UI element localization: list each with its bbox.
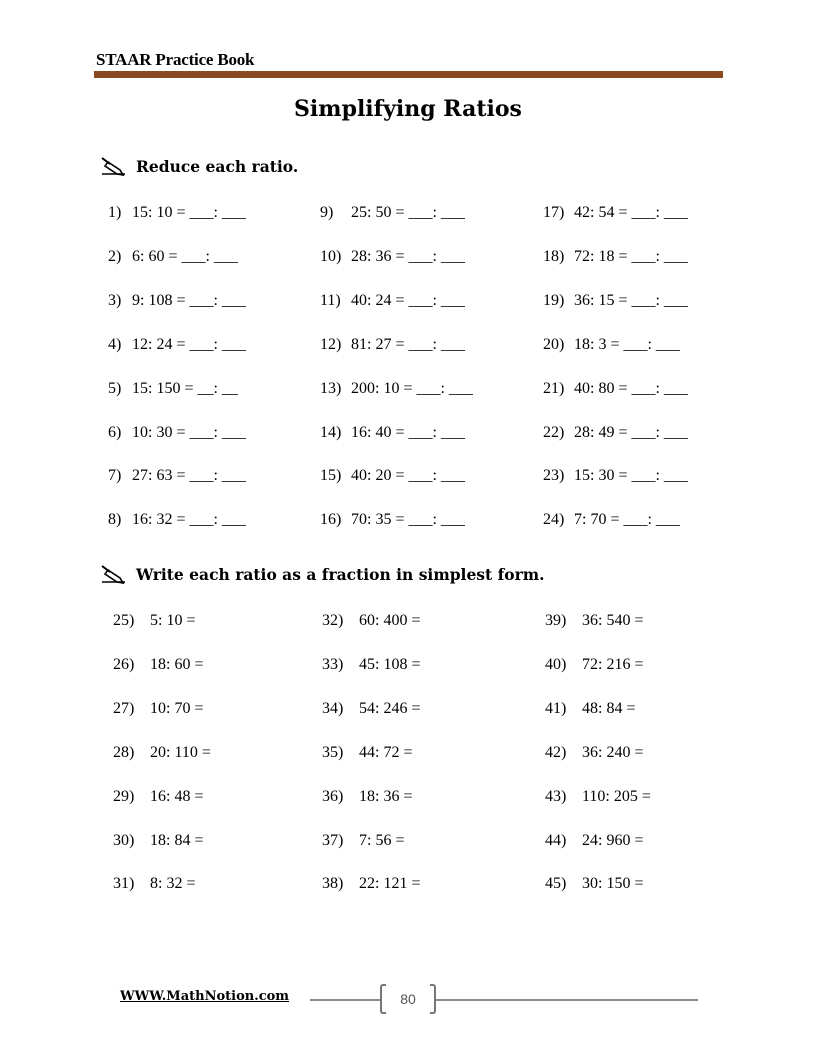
problem-text: 16: 40 = ___: ___: [351, 423, 465, 441]
problem-text: 40: 20 = ___: ___: [351, 467, 465, 485]
problem-number: 29): [113, 787, 135, 805]
problem-number: 31): [113, 875, 135, 893]
problem-text: 18: 60 =: [150, 655, 204, 673]
problem-text: 30: 150 =: [582, 875, 644, 893]
problem-item: [543, 466, 688, 486]
problem-number: 26): [113, 655, 135, 673]
problem-item: [320, 335, 465, 355]
problem-number: 8): [108, 511, 122, 529]
problem-text: 18: 3 = ___: ___: [574, 335, 680, 353]
problem-item: [108, 335, 246, 355]
footer-line-right: [436, 999, 698, 1001]
problem-text: 8: 32 =: [150, 875, 196, 893]
problem-number: 38): [322, 875, 344, 893]
problem-number: 21): [543, 379, 565, 397]
left-bracket: [380, 984, 386, 1014]
problem-text: 36: 240 =: [582, 743, 644, 761]
section2-instruction-text: Write each ratio as a fraction in simplest form.: [136, 564, 545, 584]
pencil-icon: [100, 564, 126, 584]
footer-url[interactable]: WWW.MathNotion.com: [120, 989, 290, 1004]
problem-number: 22): [543, 423, 565, 441]
problem-number: 6): [108, 423, 122, 441]
problem-text: 44: 72 =: [359, 743, 413, 761]
problem-item: [322, 831, 404, 851]
problem-number: 32): [322, 612, 344, 629]
problem-text: 5: 10 =: [150, 612, 196, 629]
problem-item: [322, 611, 420, 631]
problem-item: [545, 611, 643, 631]
problem-item: [108, 291, 246, 311]
problem-number: 1): [108, 204, 122, 221]
problem-number: 42): [545, 743, 567, 761]
problem-text: 81: 27 = ___: ___: [351, 335, 465, 353]
problem-item: [543, 423, 688, 443]
problem-text: 7: 56 =: [359, 831, 405, 849]
problem-number: 24): [543, 511, 565, 529]
problem-item: [543, 335, 680, 355]
problem-text: 18: 84 =: [150, 831, 204, 849]
page-title: Simplifying Ratios: [294, 96, 522, 122]
problem-number: 28): [113, 743, 135, 761]
problem-text: 24: 960 =: [582, 831, 644, 849]
problem-item: [108, 203, 246, 223]
problem-item: [108, 247, 238, 267]
problem-item: [320, 291, 465, 311]
problem-text: 72: 216 =: [582, 655, 644, 673]
problem-item: [113, 831, 203, 851]
problem-text: 18: 36 =: [359, 787, 413, 805]
problem-number: 20): [543, 335, 565, 353]
problem-text: 15: 150 = __: __: [132, 379, 238, 397]
problem-text: 28: 36 = ___: ___: [351, 247, 465, 265]
problem-text: 10: 30 = ___: ___: [132, 423, 246, 441]
problem-item: [108, 379, 238, 399]
problem-number: 9): [320, 204, 334, 221]
problem-item: [108, 423, 246, 443]
footer-line-left: [310, 999, 380, 1001]
problem-number: 15): [320, 467, 342, 485]
problem-number: 45): [545, 875, 567, 893]
problem-number: 2): [108, 247, 122, 265]
problem-item: [322, 787, 412, 807]
problem-number: 7): [108, 467, 122, 485]
problem-text: 7: 70 = ___: ___: [574, 511, 680, 529]
problem-item: [545, 743, 643, 763]
problem-item: [320, 466, 465, 486]
problem-text: 36: 15 = ___: ___: [574, 291, 688, 309]
problem-number: 30): [113, 831, 135, 849]
problem-item: [543, 510, 680, 530]
problem-number: 40): [545, 655, 567, 673]
problem-item: [322, 655, 420, 675]
problem-item: [543, 291, 688, 311]
problem-number: 19): [543, 291, 565, 309]
problem-item: [108, 510, 246, 530]
problem-text: 22: 121 =: [359, 875, 421, 893]
problem-text: 27: 63 = ___: ___: [132, 467, 246, 485]
problem-item: [322, 874, 420, 894]
problem-text: 36: 540 =: [582, 612, 644, 629]
problem-item: [322, 699, 420, 719]
section1-instruction-text: Reduce each ratio.: [136, 156, 299, 176]
problem-text: 54: 246 =: [359, 699, 421, 717]
problem-item: [320, 203, 465, 223]
problem-text: 40: 24 = ___: ___: [351, 291, 465, 309]
problem-text: 48: 84 =: [582, 699, 636, 717]
problem-item: [113, 611, 195, 631]
footer-page-box: [380, 984, 436, 1014]
problem-item: [320, 423, 465, 443]
problem-item: [322, 743, 412, 763]
pencil-icon: [100, 156, 126, 176]
problem-number: 14): [320, 423, 342, 441]
problem-item: [543, 203, 688, 223]
problem-item: [113, 699, 203, 719]
header-title: STAAR Practice Book: [96, 50, 255, 69]
problem-text: 16: 48 =: [150, 787, 204, 805]
problem-number: 18): [543, 247, 565, 265]
problem-item: [108, 466, 246, 486]
problem-number: 12): [320, 335, 342, 353]
problem-item: [543, 379, 688, 399]
problem-text: 20: 110 =: [150, 743, 211, 761]
problem-number: 36): [322, 787, 344, 805]
page-number: 80: [400, 991, 416, 1007]
problem-text: 72: 18 = ___: ___: [574, 247, 688, 265]
problem-item: [545, 655, 643, 675]
problem-number: 33): [322, 655, 344, 673]
problem-number: 44): [545, 831, 567, 849]
problem-text: 15: 10 = ___: ___: [132, 204, 246, 221]
problem-item: [113, 787, 203, 807]
problem-text: 16: 32 = ___: ___: [132, 511, 246, 529]
problem-number: 25): [113, 612, 135, 629]
problem-item: [545, 831, 643, 851]
problem-number: 4): [108, 335, 122, 353]
problem-number: 11): [320, 291, 341, 309]
problem-item: [113, 874, 195, 894]
problem-text: 25: 50 = ___: ___: [351, 204, 465, 221]
problem-text: 6: 60 = ___: ___: [132, 247, 238, 265]
problem-text: 45: 108 =: [359, 655, 421, 673]
problem-number: 5): [108, 379, 122, 397]
problem-number: 41): [545, 699, 567, 717]
problem-text: 40: 80 = ___: ___: [574, 379, 688, 397]
problem-number: 34): [322, 699, 344, 717]
problem-number: 13): [320, 379, 342, 397]
problem-text: 9: 108 = ___: ___: [132, 291, 246, 309]
problem-number: 16): [320, 511, 342, 529]
problem-number: 43): [545, 787, 567, 805]
problem-item: [113, 743, 211, 763]
problem-text: 70: 35 = ___: ___: [351, 511, 465, 529]
problem-item: [545, 787, 651, 807]
problem-text: 110: 205 =: [582, 787, 651, 805]
problem-text: 42: 54 = ___: ___: [574, 204, 688, 221]
problem-number: 3): [108, 291, 122, 309]
section1-instruction: [100, 156, 298, 176]
problem-number: 27): [113, 699, 135, 717]
problem-item: [320, 510, 465, 530]
problem-text: 15: 30 = ___: ___: [574, 467, 688, 485]
problem-item: [320, 379, 473, 399]
problem-text: 60: 400 =: [359, 612, 421, 629]
problem-item: [545, 874, 643, 894]
problem-number: 17): [543, 204, 565, 221]
problem-number: 23): [543, 467, 565, 485]
problem-item: [543, 247, 688, 267]
problem-item: [113, 655, 203, 675]
problem-text: 12: 24 = ___: ___: [132, 335, 246, 353]
section2-instruction: [100, 564, 545, 584]
problem-number: 10): [320, 247, 342, 265]
problem-number: 39): [545, 612, 567, 629]
header-divider: [94, 71, 723, 78]
problem-text: 10: 70 =: [150, 699, 204, 717]
problem-text: 28: 49 = ___: ___: [574, 423, 688, 441]
problem-item: [545, 699, 635, 719]
problem-text: 200: 10 = ___: ___: [351, 379, 473, 397]
problem-item: [320, 247, 465, 267]
problem-number: 37): [322, 831, 344, 849]
problem-number: 35): [322, 743, 344, 761]
